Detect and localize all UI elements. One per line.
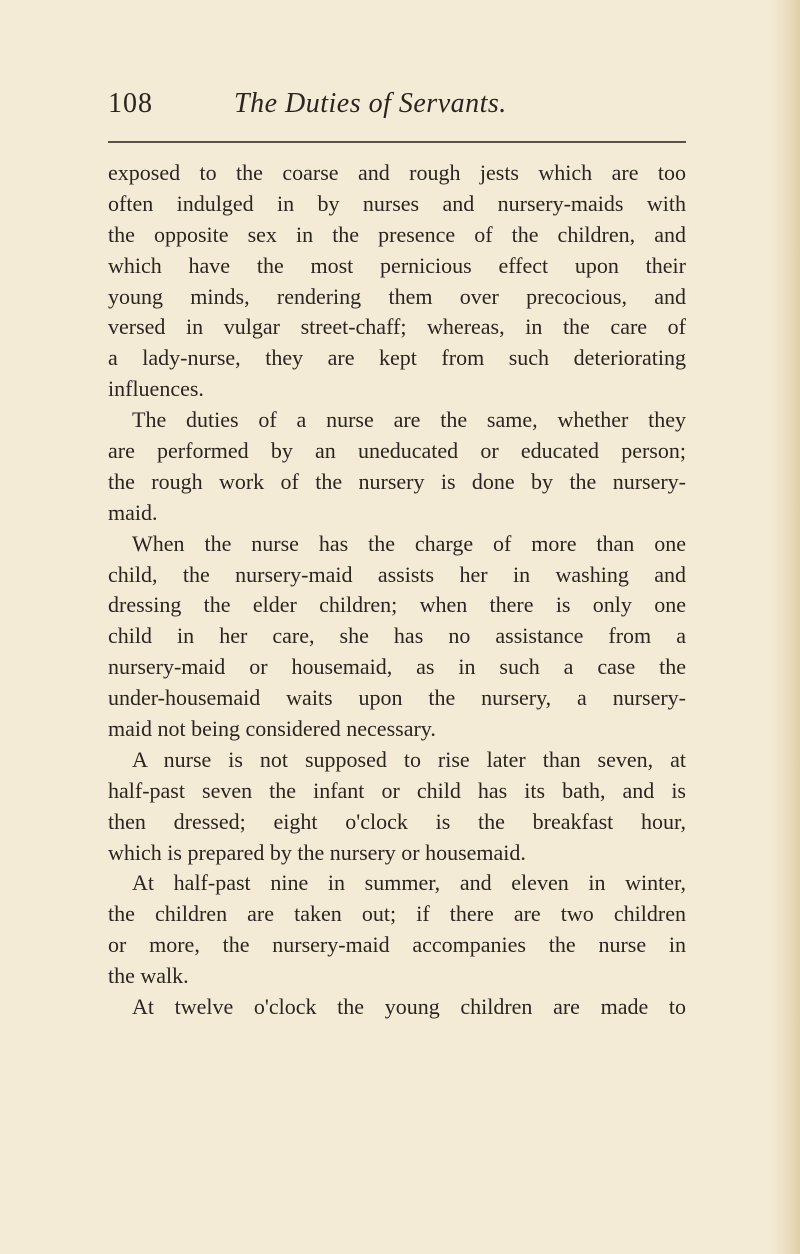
text-line: which have the most pernicious effect upon their bbox=[108, 252, 686, 278]
text-line: often indulged in by nurses and nursery-maids with bbox=[108, 190, 686, 216]
text-line: the children are taken out; if there are two children bbox=[108, 901, 686, 927]
running-head bbox=[108, 88, 688, 128]
body-text bbox=[108, 158, 686, 1023]
text-line: maid. bbox=[108, 499, 158, 525]
text-line: a lady-nurse, they are kept from such deteriorating bbox=[108, 345, 686, 371]
text-line: the rough work of the nursery is done by the nursery- bbox=[108, 468, 686, 494]
text-line: At twelve o'clock the young children are made to bbox=[132, 994, 686, 1020]
text-line: A nurse is not supposed to rise later than seven, at bbox=[132, 746, 686, 772]
text-line: the opposite sex in the presence of the children, and bbox=[108, 221, 686, 247]
text-line: are performed by an uneducated or educated person; bbox=[108, 438, 686, 464]
text-line: The duties of a nurse are the same, whether they bbox=[132, 407, 686, 433]
page-number: 108 bbox=[108, 88, 153, 119]
text-line: exposed to the coarse and rough jests which are too bbox=[108, 160, 686, 185]
text-line: dressing the elder children; when there is only one bbox=[108, 592, 686, 618]
text-line: nursery-maid or housemaid, as in such a case the bbox=[108, 654, 686, 680]
text-line: child in her care, she has no assistance from a bbox=[108, 623, 686, 649]
text-line: young minds, rendering them over precocious, and bbox=[108, 283, 686, 309]
text-line: influences. bbox=[108, 376, 204, 402]
text-line: versed in vulgar street-chaff; whereas, in the care of bbox=[108, 314, 686, 340]
text-line: half-past seven the infant or child has its bath, and is bbox=[108, 777, 686, 803]
text-line: the walk. bbox=[108, 963, 189, 989]
text-line: then dressed; eight o'clock is the breakfast hour, bbox=[108, 808, 686, 834]
text-line: At half-past nine in summer, and eleven in winter, bbox=[132, 870, 686, 896]
text-line: or more, the nursery-maid accompanies the nurse in bbox=[108, 932, 686, 958]
running-title: The Duties of Servants. bbox=[234, 88, 507, 119]
text-line: under-housemaid waits upon the nursery, a nursery- bbox=[108, 685, 686, 711]
text-line: maid not being considered necessary. bbox=[108, 716, 436, 742]
text-line: which is prepared by the nursery or housemaid. bbox=[108, 839, 526, 865]
text-line: When the nurse has the charge of more than one bbox=[132, 530, 686, 556]
text-line: child, the nursery-maid assists her in washing and bbox=[108, 561, 686, 587]
header-rule bbox=[108, 141, 686, 143]
